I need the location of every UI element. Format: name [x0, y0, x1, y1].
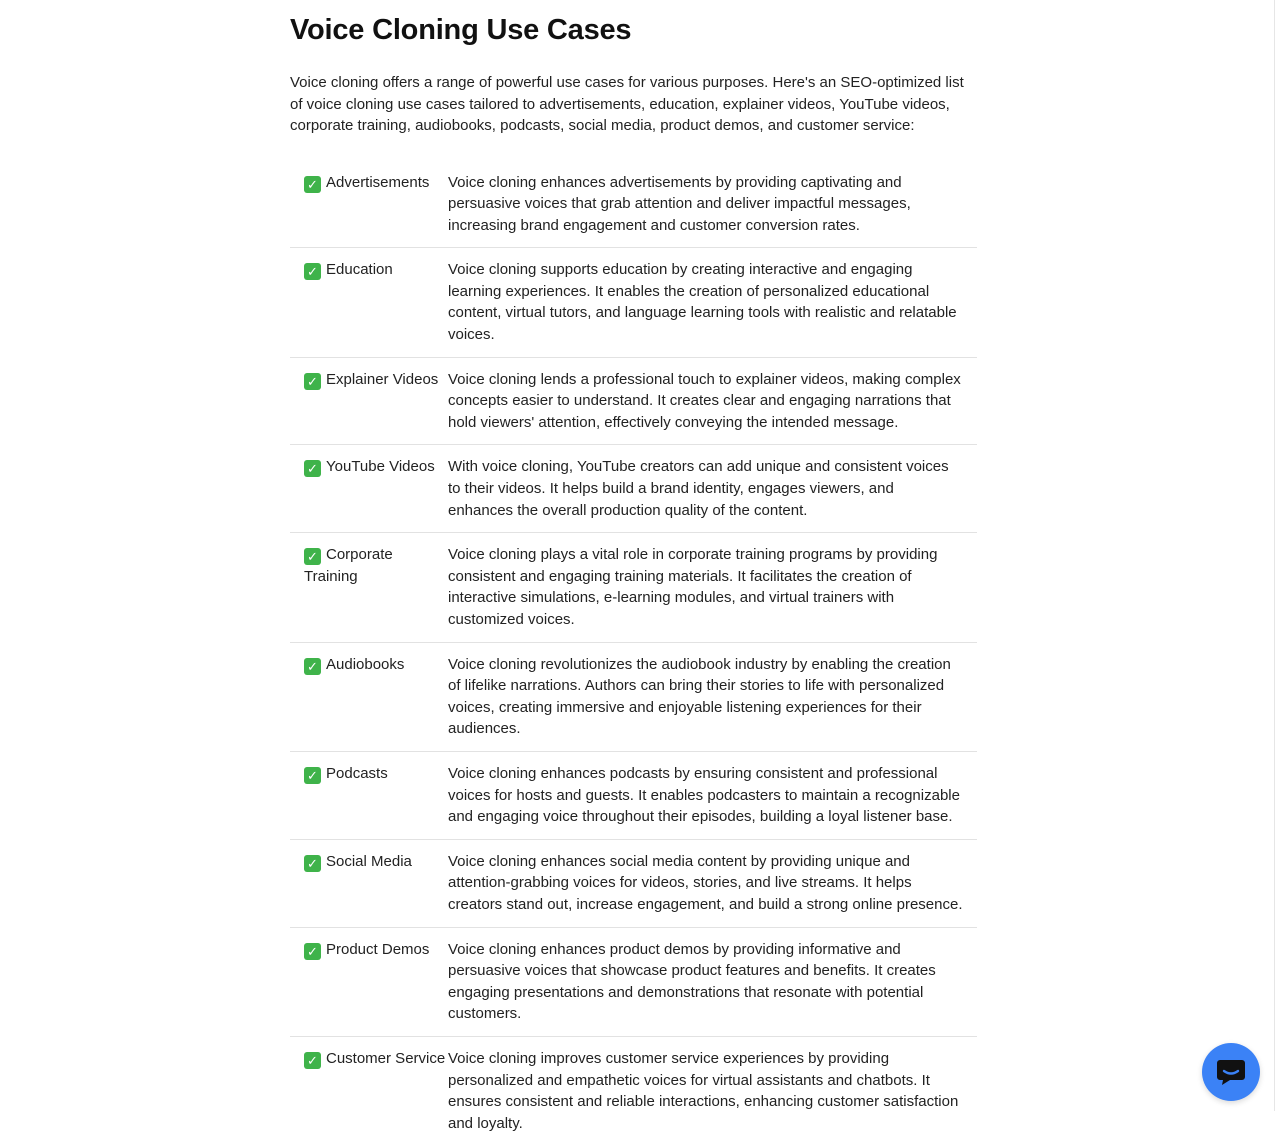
table-row	[290, 751, 977, 839]
check-icon: ✓	[304, 263, 321, 280]
use-cases-table	[290, 161, 977, 1145]
check-icon: ✓	[304, 943, 321, 960]
check-icon: ✓	[304, 855, 321, 872]
check-icon: ✓	[304, 460, 321, 477]
use-case-label: Podcasts	[326, 765, 388, 782]
use-case-label: Customer Service	[326, 1050, 445, 1067]
use-case-label-cell	[290, 161, 448, 248]
use-case-description: With voice cloning, YouTube creators can add unique and consistent voices to their videos. It helps build a brand identity, engages viewers, and enhances the overall production quality of the content.	[448, 445, 977, 533]
check-icon: ✓	[304, 548, 321, 565]
table-row	[290, 927, 977, 1036]
use-case-label: YouTube Videos	[326, 458, 435, 475]
use-case-description: Voice cloning plays a vital role in corporate training programs by providing consistent and engaging training materials. It facilitates the creation of interactive simulations, e-learning modules, and virtual trainers with customized voices.	[448, 533, 977, 642]
use-case-label-cell	[290, 357, 448, 445]
check-icon: ✓	[304, 373, 321, 390]
use-case-label-cell	[290, 248, 448, 357]
use-case-description: Voice cloning lends a professional touch to explainer videos, making complex concepts easier to understand. It creates clear and engaging narrations that hold viewers' attention, effectively conveying the intended message.	[448, 357, 977, 445]
check-icon: ✓	[304, 176, 321, 193]
use-case-description: Voice cloning revolutionizes the audiobook industry by enabling the creation of lifelike narrations. Authors can bring their stories to life with personalized voices, creating immersive and enjoyable listening experiences for their audiences.	[448, 642, 977, 751]
table-row	[290, 533, 977, 642]
use-case-description: Voice cloning enhances social media content by providing unique and attention-grabbing voices for videos, stories, and live streams. It helps creators stand out, increase engagement, and build a strong online presence.	[448, 839, 977, 927]
use-case-label-cell	[290, 445, 448, 533]
check-icon: ✓	[304, 767, 321, 784]
chat-bubble-icon	[1216, 1058, 1246, 1086]
use-case-label-cell	[290, 751, 448, 839]
page-title: Voice Cloning Use Cases	[290, 12, 977, 48]
table-row	[290, 1036, 977, 1145]
check-icon: ✓	[304, 658, 321, 675]
use-case-label: Audiobooks	[326, 656, 404, 673]
use-case-label-cell	[290, 642, 448, 751]
use-case-label-cell	[290, 927, 448, 1036]
use-case-description: Voice cloning enhances advertisements by providing captivating and persuasive voices that grab attention and deliver impactful messages, increasing brand engagement and customer conversion rates.	[448, 161, 977, 248]
chat-launcher-button[interactable]	[1202, 1043, 1260, 1101]
intro-paragraph: Voice cloning offers a range of powerful use cases for various purposes. Here's an SEO-optimized list of voice cloning use cases tailored to advertisements, education, explainer videos, YouTube videos, corporate training, audiobooks, podcasts, social media, product demos, and customer service:	[290, 72, 977, 137]
table-row	[290, 161, 977, 248]
use-case-label: Education	[326, 261, 393, 278]
table-row	[290, 839, 977, 927]
use-case-label: Advertisements	[326, 174, 429, 191]
use-case-description: Voice cloning improves customer service experiences by providing personalized and empathetic voices for virtual assistants and chatbots. It ensures consistent and reliable interactions, enhancing customer satisfaction and loyalty.	[448, 1036, 977, 1145]
table-row	[290, 642, 977, 751]
use-case-label: Social Media	[326, 853, 412, 870]
page-right-border	[1274, 0, 1275, 1111]
article	[290, 0, 977, 1145]
check-icon: ✓	[304, 1052, 321, 1069]
table-row	[290, 357, 977, 445]
use-case-label: Product Demos	[326, 941, 429, 958]
use-case-description: Voice cloning enhances podcasts by ensuring consistent and professional voices for hosts and guests. It enables podcasters to maintain a recognizable and engaging voice throughout their episodes, building a loyal listener base.	[448, 751, 977, 839]
use-case-label-cell	[290, 839, 448, 927]
use-case-description: Voice cloning enhances product demos by providing informative and persuasive voices that showcase product features and benefits. It creates engaging presentations and demonstrations that resonate with potential customers.	[448, 927, 977, 1036]
use-case-label-cell	[290, 533, 448, 642]
use-case-label-cell	[290, 1036, 448, 1145]
table-row	[290, 445, 977, 533]
use-case-label: Explainer Videos	[326, 371, 438, 388]
use-case-label: Corporate Training	[304, 546, 393, 585]
table-row	[290, 248, 977, 357]
use-case-description: Voice cloning supports education by creating interactive and engaging learning experiences. It enables the creation of personalized educational content, virtual tutors, and language learning tools with realistic and relatable voices.	[448, 248, 977, 357]
